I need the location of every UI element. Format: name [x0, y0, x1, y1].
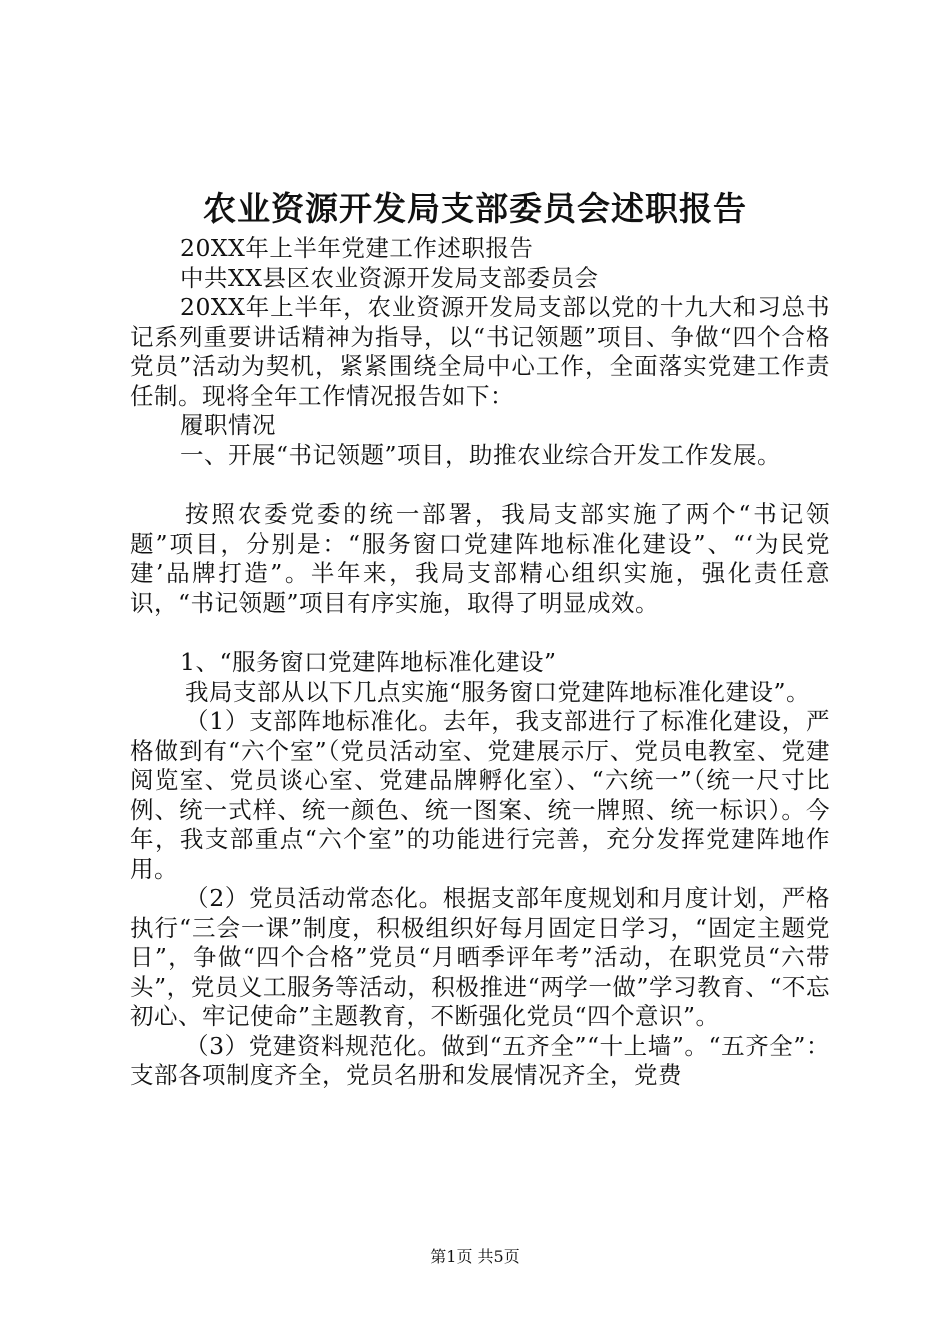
item-one-heading: 1、“服务窗口党建阵地标准化建设”: [180, 648, 557, 676]
intro-paragraph: 20XX年上半年，农业资源开发局支部以党的十九大和习总书记系列重要讲话精神为指导，以“书记领题”项目、争做“四个合格党员”活动为契机，紧紧围绕全局中心工作，全面落实党建工作责任制。现将全年工作情况报告如下：: [130, 293, 830, 410]
point-two-paragraph: （2）党员活动常态化。根据支部年度规划和月度计划，严格执行“三会一课”制度，积极组织好每月固定日学习，“固定主题党日”，争做“四个合格”党员“月晒季评年考”活动，在职党员“六带头”，党员义工服务等活动，积极推进“两学一做”学习教育、“不忘初心、牢记使命”主题教育，不断强化党员“四个意识”。: [130, 884, 830, 1030]
project-paragraph: 按照农委党委的统一部署，我局支部实施了两个“书记领题”项目，分别是：“服务窗口党建阵地标准化建设”、“‘为民党建’品牌打造”。半年来，我局支部精心组织实施，强化责任意识，“书记领题”项目有序实施，取得了明显成效。: [130, 500, 830, 617]
point-three-paragraph: （3）党建资料规范化。做到“五齐全”“十上墙”。“五齐全”：支部各项制度齐全，党员名册和发展情况齐全，党费: [130, 1031, 830, 1089]
page-number-footer: 第1页 共5页: [430, 1247, 520, 1266]
organization-name: 中共XX县区农业资源开发局支部委员会: [180, 263, 599, 292]
section-heading: 履职情况: [180, 411, 276, 439]
document-title: 农业资源开发局支部委员会述职报告: [203, 189, 747, 228]
item-one-intro: 我局支部从以下几点实施“服务窗口党建阵地标准化建设”。: [185, 677, 811, 706]
report-subtitle: 20XX年上半年党建工作述职报告: [180, 234, 534, 262]
point-one-paragraph: （1）支部阵地标准化。去年，我支部进行了标准化建设，严格做到有“六个室”（党员活动室、党建展示厅、党员电教室、党建阅览室、党员谈心室、党建品牌孵化室）、“六统一”（统一尺寸比例、统一式样、统一颜色、统一图案、统一牌照、统一标识）。今年，我支部重点“六个室”的功能进行完善，充分发挥党建阵地作用。: [130, 707, 830, 883]
part-one-heading: 一、开展“书记领题”项目，助推农业综合开发工作发展。: [180, 440, 782, 469]
document-body: [130, 234, 830, 1091]
